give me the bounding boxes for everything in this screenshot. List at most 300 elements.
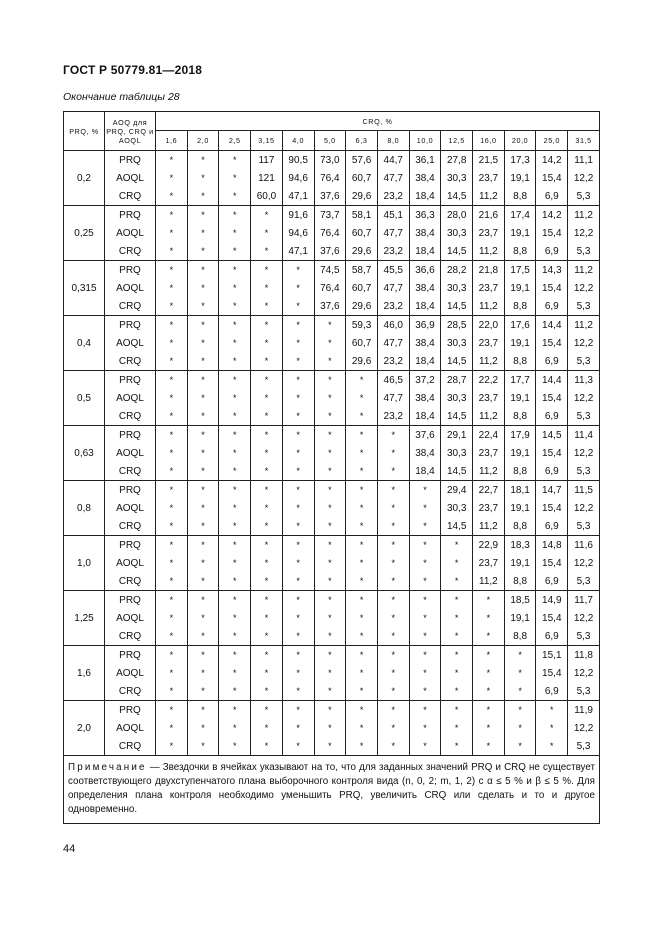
value-cell: 38,4: [409, 224, 441, 242]
value-cell: *: [156, 481, 188, 500]
value-cell: *: [187, 481, 219, 500]
value-cell: *: [156, 334, 188, 352]
value-cell: *: [251, 261, 283, 280]
table-row: [64, 591, 600, 610]
row-label: CRQ: [105, 242, 156, 261]
value-cell: 28,5: [441, 316, 473, 335]
value-cell: *: [314, 499, 346, 517]
value-cell: 11,2: [473, 352, 505, 371]
value-cell: 30,3: [441, 334, 473, 352]
value-cell: *: [156, 627, 188, 646]
value-cell: *: [282, 334, 314, 352]
value-cell: 14,5: [441, 462, 473, 481]
value-cell: *: [441, 609, 473, 627]
value-cell: 11,2: [473, 517, 505, 536]
value-cell: *: [314, 737, 346, 756]
value-cell: 11,2: [568, 261, 600, 280]
row-label: CRQ: [105, 627, 156, 646]
value-cell: *: [251, 242, 283, 261]
value-cell: 91,6: [282, 206, 314, 225]
value-cell: 5,3: [568, 297, 600, 316]
value-cell: *: [219, 169, 251, 187]
row-label: AOQL: [105, 389, 156, 407]
prq-group-cell: 0,5: [64, 371, 105, 426]
value-cell: *: [377, 572, 409, 591]
value-cell: 11,5: [568, 481, 600, 500]
note-text: — Звездочки в ячейках указывают на то, что для заданных значений PRQ и CRQ не существует соответствующего двухступенчатого плана выборочного контроля вида (n, 0, 2; m, 1, 2) с α ≤ 5 % и β ≤ 5 %. Для определения плана контроля необходимо уменьшить PRQ, увеличить CRQ или сделать и то и другое одновременно.: [68, 762, 595, 815]
value-cell: 14,5: [441, 242, 473, 261]
value-cell: *: [219, 371, 251, 390]
value-cell: 30,3: [441, 169, 473, 187]
crq-value-header: 20,0: [504, 131, 536, 151]
value-cell: *: [409, 609, 441, 627]
value-cell: *: [156, 646, 188, 665]
value-cell: 15,4: [536, 554, 568, 572]
value-cell: 27,8: [441, 151, 473, 170]
value-cell: 30,3: [441, 444, 473, 462]
value-cell: 12,2: [568, 664, 600, 682]
value-cell: 12,2: [568, 169, 600, 187]
value-cell: *: [156, 316, 188, 335]
value-cell: 94,6: [282, 169, 314, 187]
crq-value-header: 1,6: [156, 131, 188, 151]
value-cell: 21,6: [473, 206, 505, 225]
value-cell: *: [314, 407, 346, 426]
value-cell: 23,2: [377, 242, 409, 261]
value-cell: *: [409, 664, 441, 682]
value-cell: *: [282, 627, 314, 646]
value-cell: *: [219, 279, 251, 297]
value-cell: *: [156, 279, 188, 297]
table-row: [64, 316, 600, 335]
value-cell: 6,9: [536, 242, 568, 261]
value-cell: 15,4: [536, 389, 568, 407]
value-cell: 5,3: [568, 242, 600, 261]
value-cell: *: [377, 627, 409, 646]
value-cell: 30,3: [441, 224, 473, 242]
value-cell: *: [377, 591, 409, 610]
value-cell: 38,4: [409, 279, 441, 297]
value-cell: *: [187, 389, 219, 407]
value-cell: *: [441, 627, 473, 646]
value-cell: 23,2: [377, 297, 409, 316]
value-cell: *: [282, 426, 314, 445]
value-cell: *: [156, 737, 188, 756]
value-cell: 37,6: [314, 297, 346, 316]
crq-value-header: 12,5: [441, 131, 473, 151]
value-cell: 23,7: [473, 279, 505, 297]
value-cell: *: [473, 646, 505, 665]
value-cell: 12,2: [568, 279, 600, 297]
value-cell: *: [377, 499, 409, 517]
table-row: [64, 371, 600, 390]
value-cell: *: [251, 701, 283, 720]
value-cell: 58,1: [346, 206, 378, 225]
row-label: AOQL: [105, 224, 156, 242]
value-cell: *: [251, 627, 283, 646]
table-row: [64, 664, 600, 682]
value-cell: 15,4: [536, 279, 568, 297]
value-cell: 22,4: [473, 426, 505, 445]
value-cell: *: [187, 572, 219, 591]
value-cell: *: [156, 444, 188, 462]
value-cell: 37,6: [409, 426, 441, 445]
value-cell: *: [219, 682, 251, 701]
value-cell: *: [282, 279, 314, 297]
value-cell: *: [219, 646, 251, 665]
value-cell: *: [156, 499, 188, 517]
value-cell: 60,7: [346, 224, 378, 242]
value-cell: 11,2: [473, 572, 505, 591]
value-cell: *: [187, 206, 219, 225]
value-cell: 5,3: [568, 517, 600, 536]
value-cell: *: [187, 261, 219, 280]
prq-group-cell: 0,63: [64, 426, 105, 481]
value-cell: *: [282, 261, 314, 280]
value-cell: 5,3: [568, 627, 600, 646]
value-cell: 11,1: [568, 151, 600, 170]
value-cell: *: [377, 609, 409, 627]
value-cell: *: [473, 701, 505, 720]
value-cell: *: [219, 499, 251, 517]
value-cell: *: [187, 352, 219, 371]
value-cell: 11,2: [473, 297, 505, 316]
value-cell: *: [282, 591, 314, 610]
value-cell: 19,1: [504, 499, 536, 517]
value-cell: 12,2: [568, 499, 600, 517]
value-cell: *: [156, 517, 188, 536]
value-cell: *: [219, 554, 251, 572]
value-cell: *: [219, 187, 251, 206]
value-cell: *: [219, 151, 251, 170]
value-cell: *: [282, 609, 314, 627]
value-cell: 15,4: [536, 609, 568, 627]
prq-group-cell: 0,315: [64, 261, 105, 316]
value-cell: *: [187, 407, 219, 426]
value-cell: 19,1: [504, 554, 536, 572]
value-cell: *: [251, 444, 283, 462]
value-cell: *: [314, 426, 346, 445]
value-cell: 38,4: [409, 169, 441, 187]
table-row: [64, 261, 600, 280]
value-cell: *: [187, 224, 219, 242]
value-cell: *: [282, 481, 314, 500]
value-cell: *: [251, 609, 283, 627]
value-cell: 18,4: [409, 407, 441, 426]
table-row: [64, 187, 600, 206]
value-cell: *: [377, 701, 409, 720]
prq-group-cell: 0,4: [64, 316, 105, 371]
table-row: [64, 627, 600, 646]
value-cell: *: [187, 682, 219, 701]
value-cell: 36,1: [409, 151, 441, 170]
value-cell: 5,3: [568, 407, 600, 426]
value-cell: *: [346, 481, 378, 500]
value-cell: *: [282, 646, 314, 665]
value-cell: *: [282, 664, 314, 682]
value-cell: *: [441, 664, 473, 682]
value-cell: *: [282, 517, 314, 536]
value-cell: 18,4: [409, 242, 441, 261]
value-cell: *: [377, 646, 409, 665]
value-cell: 76,4: [314, 224, 346, 242]
value-cell: *: [219, 627, 251, 646]
value-cell: 73,7: [314, 206, 346, 225]
value-cell: 5,3: [568, 572, 600, 591]
value-cell: *: [314, 554, 346, 572]
value-cell: *: [377, 444, 409, 462]
value-cell: *: [314, 462, 346, 481]
value-cell: 8,8: [504, 242, 536, 261]
value-cell: *: [187, 517, 219, 536]
prq-group-cell: 2,0: [64, 701, 105, 756]
value-cell: 15,4: [536, 334, 568, 352]
row-label: PRQ: [105, 206, 156, 225]
value-cell: 60,7: [346, 279, 378, 297]
value-cell: 19,1: [504, 279, 536, 297]
prq-group-cell: 0,8: [64, 481, 105, 536]
value-cell: *: [156, 682, 188, 701]
value-cell: *: [346, 701, 378, 720]
value-cell: 11,2: [568, 316, 600, 335]
value-cell: 57,6: [346, 151, 378, 170]
value-cell: 11,2: [473, 407, 505, 426]
value-cell: 6,9: [536, 627, 568, 646]
value-cell: 8,8: [504, 627, 536, 646]
value-cell: 38,4: [409, 444, 441, 462]
value-cell: 5,3: [568, 737, 600, 756]
value-cell: 11,8: [568, 646, 600, 665]
value-cell: *: [314, 609, 346, 627]
value-cell: *: [314, 682, 346, 701]
table-row: [64, 224, 600, 242]
value-cell: *: [251, 297, 283, 316]
value-cell: *: [156, 371, 188, 390]
value-cell: 14,3: [536, 261, 568, 280]
table-row: [64, 352, 600, 371]
value-cell: 18,4: [409, 297, 441, 316]
table-row: [64, 719, 600, 737]
table-row: [64, 572, 600, 591]
value-cell: *: [187, 499, 219, 517]
value-cell: *: [187, 591, 219, 610]
value-cell: 29,6: [346, 352, 378, 371]
value-cell: *: [187, 187, 219, 206]
value-cell: *: [219, 664, 251, 682]
value-cell: *: [251, 481, 283, 500]
value-cell: 19,1: [504, 224, 536, 242]
value-cell: *: [282, 371, 314, 390]
value-cell: 11,9: [568, 701, 600, 720]
value-cell: *: [156, 352, 188, 371]
value-cell: *: [409, 591, 441, 610]
value-cell: *: [346, 389, 378, 407]
value-cell: 19,1: [504, 444, 536, 462]
value-cell: 44,7: [377, 151, 409, 170]
value-cell: 6,9: [536, 352, 568, 371]
table-row: [64, 242, 600, 261]
value-cell: 15,1: [536, 646, 568, 665]
value-cell: *: [156, 151, 188, 170]
value-cell: 14,5: [441, 517, 473, 536]
value-cell: *: [156, 242, 188, 261]
value-cell: *: [346, 444, 378, 462]
value-cell: *: [282, 389, 314, 407]
value-cell: 94,6: [282, 224, 314, 242]
value-cell: *: [377, 426, 409, 445]
value-cell: *: [219, 462, 251, 481]
value-cell: *: [219, 224, 251, 242]
value-cell: 23,7: [473, 554, 505, 572]
value-cell: 17,7: [504, 371, 536, 390]
value-cell: 36,9: [409, 316, 441, 335]
table-row: [64, 279, 600, 297]
page-number: 44: [63, 843, 76, 855]
value-cell: *: [187, 701, 219, 720]
value-cell: *: [409, 572, 441, 591]
value-cell: *: [187, 719, 219, 737]
table-row: [64, 426, 600, 445]
value-cell: *: [409, 627, 441, 646]
value-cell: 74,5: [314, 261, 346, 280]
value-cell: *: [441, 591, 473, 610]
value-cell: *: [251, 554, 283, 572]
value-cell: *: [409, 517, 441, 536]
value-cell: *: [346, 426, 378, 445]
aoq-header: AOQ для PRQ, CRQ и AOQL: [105, 112, 156, 151]
row-label: CRQ: [105, 682, 156, 701]
value-cell: *: [473, 591, 505, 610]
value-cell: *: [219, 444, 251, 462]
value-cell: 15,4: [536, 499, 568, 517]
note-title: Примечание: [68, 762, 147, 773]
value-cell: *: [187, 151, 219, 170]
value-cell: 23,7: [473, 334, 505, 352]
value-cell: *: [409, 481, 441, 500]
value-cell: *: [346, 536, 378, 555]
table-caption: Окончание таблицы 28: [63, 91, 180, 103]
value-cell: *: [251, 389, 283, 407]
value-cell: *: [441, 554, 473, 572]
value-cell: 14,4: [536, 316, 568, 335]
value-cell: 46,0: [377, 316, 409, 335]
table-body: [64, 151, 600, 756]
value-cell: 12,2: [568, 224, 600, 242]
value-cell: *: [314, 646, 346, 665]
table-row: [64, 462, 600, 481]
value-cell: *: [282, 316, 314, 335]
value-cell: *: [219, 517, 251, 536]
value-cell: *: [346, 737, 378, 756]
table-row: [64, 737, 600, 756]
crq-value-header: 31,5: [568, 131, 600, 151]
value-cell: *: [282, 462, 314, 481]
value-cell: *: [251, 462, 283, 481]
row-label: PRQ: [105, 371, 156, 390]
value-cell: *: [441, 572, 473, 591]
value-cell: *: [314, 719, 346, 737]
value-cell: *: [219, 297, 251, 316]
value-cell: *: [314, 591, 346, 610]
value-cell: 29,1: [441, 426, 473, 445]
value-cell: *: [346, 719, 378, 737]
value-cell: *: [314, 444, 346, 462]
value-cell: *: [409, 499, 441, 517]
value-cell: 37,6: [314, 187, 346, 206]
prq-group-cell: 1,6: [64, 646, 105, 701]
value-cell: 22,7: [473, 481, 505, 500]
value-cell: 23,7: [473, 389, 505, 407]
value-cell: *: [187, 334, 219, 352]
value-cell: 47,7: [377, 169, 409, 187]
value-cell: 17,3: [504, 151, 536, 170]
value-cell: 6,9: [536, 297, 568, 316]
value-cell: 14,4: [536, 371, 568, 390]
crq-value-header: 3,15: [251, 131, 283, 151]
value-cell: *: [346, 462, 378, 481]
value-cell: *: [441, 701, 473, 720]
value-cell: *: [314, 334, 346, 352]
row-label: AOQL: [105, 719, 156, 737]
value-cell: *: [219, 737, 251, 756]
table-row: [64, 481, 600, 500]
value-cell: *: [314, 389, 346, 407]
value-cell: *: [251, 206, 283, 225]
value-cell: *: [473, 719, 505, 737]
table-row: [64, 646, 600, 665]
table-row: [64, 701, 600, 720]
value-cell: *: [409, 536, 441, 555]
value-cell: 23,2: [377, 352, 409, 371]
row-label: PRQ: [105, 426, 156, 445]
table-row: [64, 206, 600, 225]
value-cell: *: [219, 572, 251, 591]
value-cell: *: [536, 719, 568, 737]
value-cell: 38,4: [409, 334, 441, 352]
value-cell: *: [504, 701, 536, 720]
value-cell: *: [346, 407, 378, 426]
value-cell: 12,2: [568, 554, 600, 572]
value-cell: 14,8: [536, 536, 568, 555]
crq-value-header: 8,0: [377, 131, 409, 151]
value-cell: *: [282, 297, 314, 316]
value-cell: *: [473, 627, 505, 646]
value-cell: *: [251, 536, 283, 555]
row-label: AOQL: [105, 169, 156, 187]
value-cell: *: [187, 609, 219, 627]
value-cell: 58,7: [346, 261, 378, 280]
value-cell: *: [282, 701, 314, 720]
value-cell: *: [156, 664, 188, 682]
value-cell: *: [409, 701, 441, 720]
value-cell: *: [251, 316, 283, 335]
value-cell: 6,9: [536, 517, 568, 536]
value-cell: *: [441, 737, 473, 756]
crq-header: CRQ, %: [156, 112, 600, 131]
value-cell: *: [377, 481, 409, 500]
table-row: [64, 407, 600, 426]
value-cell: 8,8: [504, 407, 536, 426]
value-cell: *: [346, 371, 378, 390]
crq-value-header: 4,0: [282, 131, 314, 151]
value-cell: *: [187, 279, 219, 297]
value-cell: 76,4: [314, 169, 346, 187]
value-cell: *: [441, 719, 473, 737]
value-cell: *: [156, 701, 188, 720]
value-cell: *: [187, 426, 219, 445]
value-cell: *: [314, 371, 346, 390]
value-cell: 23,7: [473, 224, 505, 242]
